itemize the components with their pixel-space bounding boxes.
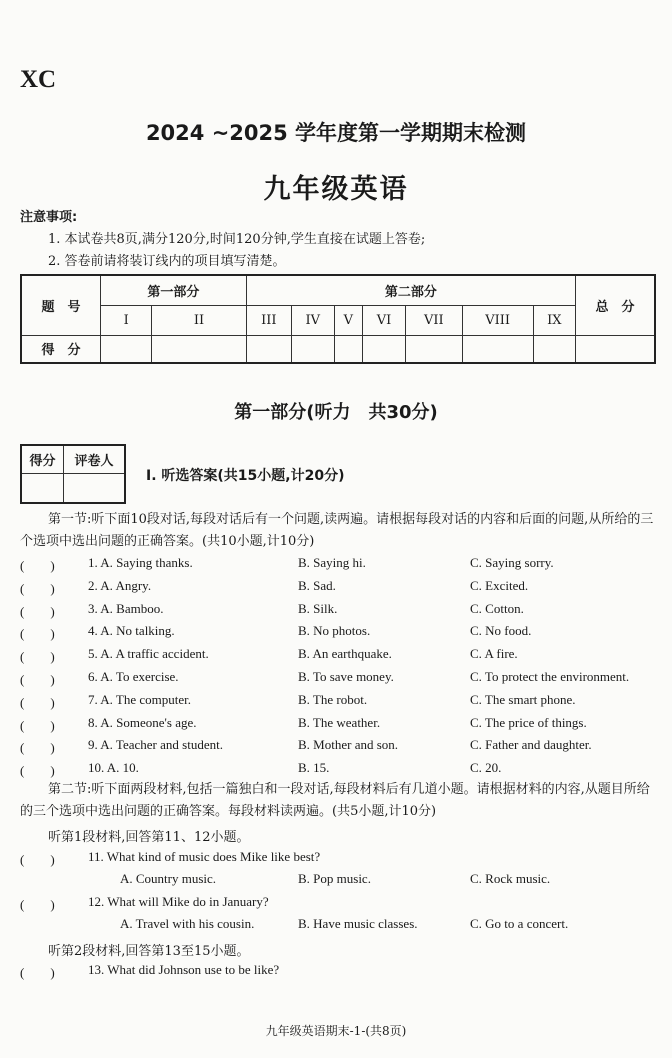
option-a: 10. A. 10. [88, 760, 139, 776]
col-header-9: IX [533, 305, 575, 335]
option-b: B. To save money. [298, 669, 394, 684]
answer-bracket[interactable]: ( ) [20, 649, 55, 665]
score-table [20, 274, 656, 364]
answer-bracket[interactable]: ( ) [20, 717, 55, 733]
option-c: C. No food. [470, 623, 532, 639]
option-b: B. The robot. [298, 691, 368, 707]
score-cell[interactable] [334, 335, 363, 363]
option-c: C. Cotton. [470, 600, 524, 616]
col-header-5: V [334, 305, 363, 335]
col-header-1: I [101, 305, 152, 335]
col-header-6: VI [363, 305, 406, 335]
answer-bracket[interactable]: ( ) [20, 740, 55, 756]
option-a: 4. A. No talking. [88, 623, 175, 639]
option-a: 7. A. The computer. [88, 691, 192, 707]
option-b: B. Mother and son. [298, 737, 399, 753]
option-c: C. To protect the environment. [470, 669, 630, 684]
question-row [20, 623, 660, 645]
score-cell[interactable] [462, 335, 533, 363]
question-stem: 11. What kind of music does Mike like best? [88, 849, 321, 864]
answer-bracket[interactable]: ( ) [20, 965, 55, 980]
option-a: 5. A. A traffic accident. [88, 646, 209, 662]
answer-bracket[interactable]: ( ) [20, 626, 55, 642]
option-b: B. The weather. [298, 714, 381, 730]
option-b: B. Saying hi. [298, 555, 366, 570]
question-stem: 13. What did Johnson use to be like? [88, 962, 280, 977]
option-b: B. Pop music. [298, 871, 371, 886]
answer-bracket[interactable]: ( ) [20, 852, 55, 867]
total-score-cell[interactable] [576, 335, 656, 363]
score-cell[interactable] [101, 335, 152, 363]
option-c: C. The smart phone. [470, 691, 576, 707]
question-12-options [20, 916, 660, 938]
grader-name-cell[interactable] [64, 473, 125, 503]
col-header-4: IV [291, 305, 334, 335]
option-b: B. No photos. [298, 623, 371, 639]
score-cell[interactable] [291, 335, 334, 363]
grader-box [20, 444, 126, 504]
col-header-2: II [152, 305, 246, 335]
question-row [20, 669, 660, 691]
answer-bracket[interactable]: ( ) [20, 580, 55, 596]
option-a: 6. A. To exercise. [88, 669, 179, 684]
option-a: A. Travel with his cousin. [120, 916, 255, 931]
corner-tag: XC [20, 66, 57, 93]
total-header: 总 分 [576, 275, 656, 335]
col-header-8: VIII [462, 305, 533, 335]
notice-heading: 注意事项: [20, 210, 78, 225]
row-label-score: 得 分 [21, 335, 101, 363]
section-heading: I. 听选答案(共15小题,计20分) [146, 468, 345, 484]
notice-item-1: 1. 本试卷共8页,满分120分,时间120分钟,学生直接在试题上答卷; [48, 232, 426, 247]
row-label-question-number: 题 号 [21, 275, 101, 335]
option-c: C. The price of things. [470, 714, 587, 730]
option-a: 3. A. Bamboo. [88, 600, 164, 616]
answer-bracket[interactable]: ( ) [20, 694, 55, 710]
option-b: B. Sad. [298, 577, 336, 593]
grader-score-label: 得分 [21, 445, 64, 473]
score-cell[interactable] [533, 335, 575, 363]
grader-score-cell[interactable] [21, 473, 64, 503]
question-row [20, 601, 660, 623]
col-header-7: VII [405, 305, 462, 335]
question-12 [20, 894, 660, 916]
page-footer: 九年级英语期末-1-(共8页) [265, 1024, 407, 1038]
option-b: B. 15. [298, 760, 330, 776]
answer-bracket[interactable]: ( ) [20, 763, 55, 779]
option-c: C. Saying sorry. [470, 555, 554, 570]
answer-bracket[interactable]: ( ) [20, 603, 55, 619]
question-row [20, 737, 660, 759]
question-row [20, 646, 660, 668]
material1-lead: 听第1段材料,回答第11、12小题。 [48, 830, 250, 845]
option-b: B. An earthquake. [298, 646, 392, 662]
question-row [20, 555, 660, 577]
part2-header: 第二部分 [246, 275, 575, 305]
part1-header: 第一部分 [101, 275, 247, 305]
answer-bracket[interactable]: ( ) [20, 558, 55, 573]
option-c: C. Go to a concert. [470, 916, 569, 931]
option-a: 1. A. Saying thanks. [88, 555, 193, 570]
section2-instructions: 第二节:听下面两段材料,包括一篇独白和一段对话,每段材料后有几道小题。请根据材料的内容,从题目所给的三个选项中选出问题的正确答案。每段材料读两遍。(共5小题,计10分) [20, 782, 650, 819]
option-b: B. Silk. [298, 600, 338, 616]
part-title: 第一部分(听力 共30分) [234, 402, 438, 423]
exam-title: 2024 ~2025 学年度第一学期期末检测 [145, 121, 527, 145]
option-c: C. 20. [470, 760, 502, 776]
score-cell[interactable] [405, 335, 462, 363]
score-cell[interactable] [363, 335, 406, 363]
option-c: C. Rock music. [470, 871, 551, 886]
option-b: B. Have music classes. [298, 916, 418, 931]
question-stem: 12. What will Mike do in January? [88, 894, 269, 909]
col-header-3: III [246, 305, 291, 335]
question-11-options [20, 871, 660, 893]
option-a: 8. A. Someone's age. [88, 714, 197, 730]
score-cell[interactable] [246, 335, 291, 363]
answer-bracket[interactable]: ( ) [20, 897, 55, 912]
answer-bracket[interactable]: ( ) [20, 672, 55, 687]
option-a: A. Country music. [120, 871, 217, 886]
option-c: C. A fire. [470, 646, 518, 662]
question-13 [20, 962, 660, 984]
exam-subtitle: 九年级英语 [263, 174, 409, 205]
score-cell[interactable] [152, 335, 246, 363]
grader-name-label: 评卷人 [64, 445, 125, 473]
question-row [20, 692, 660, 714]
question-row [20, 578, 660, 600]
notice-item-2: 2. 答卷前请将装订线内的项目填写清楚。 [48, 254, 286, 269]
option-a: 2. A. Angry. [88, 577, 152, 593]
question-11 [20, 849, 660, 871]
option-c: C. Excited. [470, 577, 529, 593]
option-c: C. Father and daughter. [470, 737, 592, 753]
material2-lead: 听第2段材料,回答第13至15小题。 [48, 944, 250, 959]
question-row [20, 715, 660, 737]
option-a: 9. A. Teacher and student. [88, 737, 223, 753]
section1-instructions: 第一节:听下面10段对话,每段对话后有一个问题,读两遍。请根据每段对话的内容和后面的问题,从所给的三个选项中选出问题的正确答案。(共10小题,计10分) [20, 512, 654, 549]
